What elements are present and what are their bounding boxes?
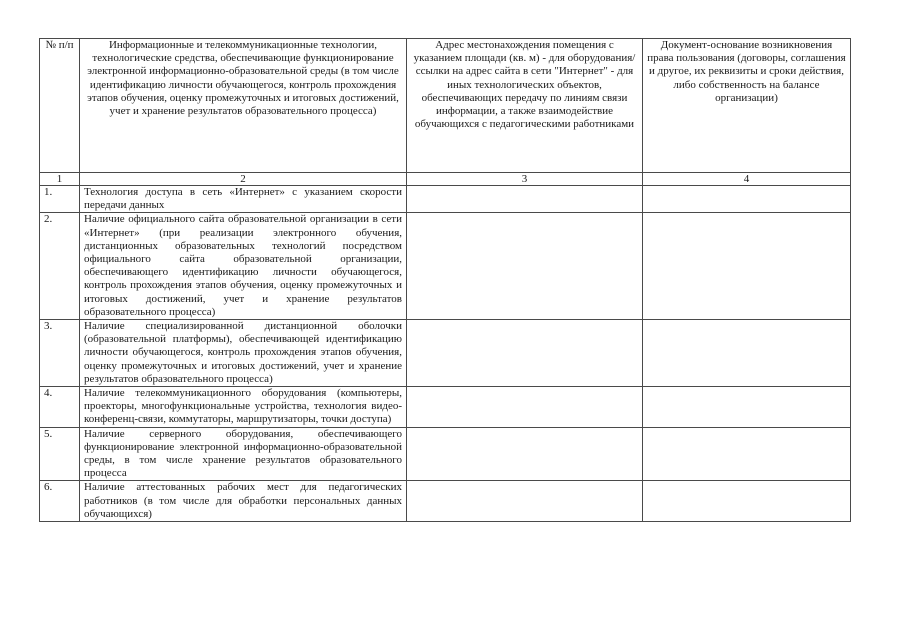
row-address-cell — [407, 186, 643, 213]
column-number: 3 — [407, 173, 643, 186]
table-row — [40, 186, 851, 213]
row-address-cell — [407, 481, 643, 522]
column-numbers-row — [40, 173, 851, 186]
row-description: Наличие официального сайта образовательной организации в сети «Интернет» (при реализации электронного обучения, дистанционных образовательных технологий посредством официального сайта образовательной организации, обеспечивающего идентификацию личности обучающегося, контроль прохождения этапов обучения, оценку промежуточных и итоговых достижений, учет и хранение результатов образовательного процесса) — [80, 213, 407, 320]
header-index: № п/п — [40, 39, 80, 173]
table-row — [40, 481, 851, 522]
row-index: 3. — [40, 320, 80, 387]
column-number: 1 — [40, 173, 80, 186]
header-address: Адрес местонахождения помещения с указанием площади (кв. м) - для оборудования/ссылки на адрес сайта в сети "Интернет" - для иных технологических объектов, обеспечивающих передачу по линиям связи информации, а также взаимодействие обучающихся с педагогическими работниками — [407, 39, 643, 173]
row-description: Наличие специализированной дистанционной оболочки (образовательной платформы), обеспечивающей идентификацию личности обучающегося, контроль прохождения этапов обучения, оценку промежуточных и итоговых достижений, учет и хранение результатов образовательного процесса) — [80, 320, 407, 387]
row-document-cell — [643, 387, 851, 428]
row-index: 4. — [40, 387, 80, 428]
row-address-cell — [407, 427, 643, 481]
document-page — [39, 38, 850, 522]
row-description: Технология доступа в сеть «Интернет» с указанием скорости передачи данных — [80, 186, 407, 213]
row-document-cell — [643, 427, 851, 481]
row-address-cell — [407, 320, 643, 387]
row-address-cell — [407, 213, 643, 320]
row-document-cell — [643, 213, 851, 320]
ict-resources-table — [39, 38, 851, 522]
table-row — [40, 213, 851, 320]
table-row — [40, 320, 851, 387]
table-row — [40, 427, 851, 481]
row-description: Наличие телекоммуникационного оборудования (компьютеры, проекторы, многофункциональные устройства, технология видео-конференц-связи, коммутаторы, маршрутизаторы, точки доступа) — [80, 387, 407, 428]
row-address-cell — [407, 387, 643, 428]
row-index: 5. — [40, 427, 80, 481]
table-row — [40, 387, 851, 428]
row-index: 6. — [40, 481, 80, 522]
row-document-cell — [643, 186, 851, 213]
row-description: Наличие аттестованных рабочих мест для педагогических работников (в том числе для обработки персональных данных обучающихся) — [80, 481, 407, 522]
row-index: 1. — [40, 186, 80, 213]
row-index: 2. — [40, 213, 80, 320]
table-header-row — [40, 39, 851, 173]
row-document-cell — [643, 320, 851, 387]
column-number: 4 — [643, 173, 851, 186]
row-document-cell — [643, 481, 851, 522]
header-document: Документ-основание возникновения права пользования (договоры, соглашения и другое, их реквизиты и сроки действия, либо собственность на балансе организации) — [643, 39, 851, 173]
column-number: 2 — [80, 173, 407, 186]
header-technologies: Информационные и телекоммуникационные технологии, технологические средства, обеспечивающие функционирование электронной информационно-образовательной среды (в том числе идентификацию личности обучающегося, контроль прохождения этапов обучения, оценку промежуточных и итоговых достижений, учет и хранение результатов образовательного процесса) — [80, 39, 407, 173]
row-description: Наличие серверного оборудования, обеспечивающего функционирование электронной информационно-образовательной среды, в том числе хранение результатов образовательного процесса — [80, 427, 407, 481]
